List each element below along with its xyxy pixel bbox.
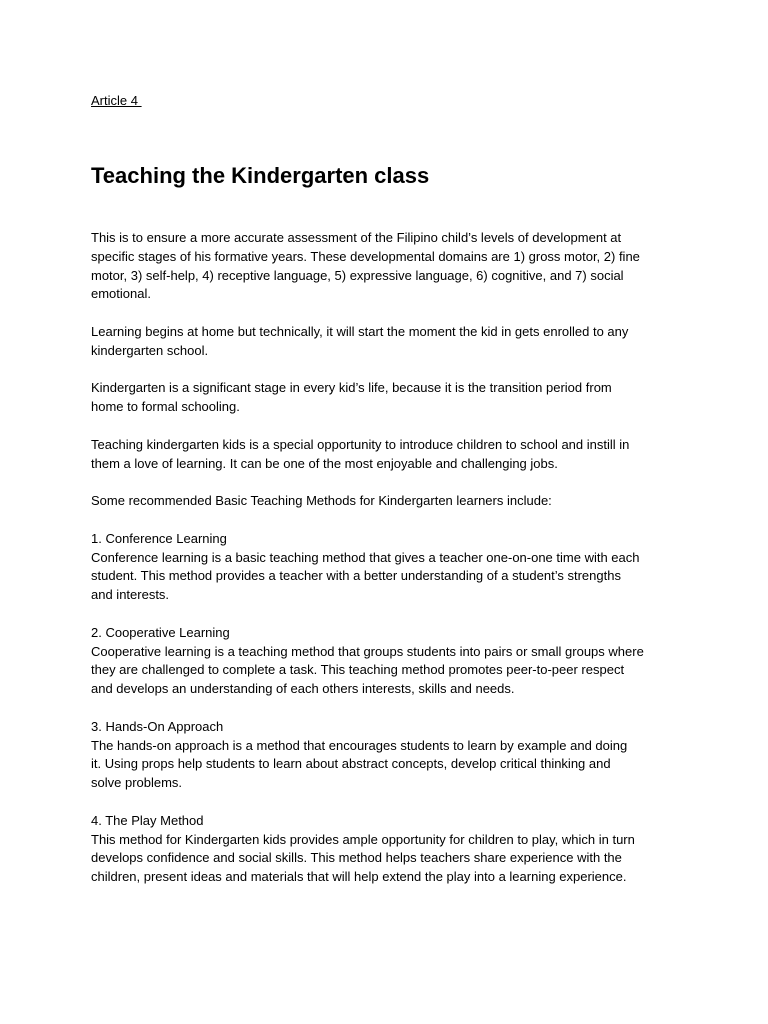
paragraph-teaching-opportunity: Teaching kindergarten kids is a special opportunity to introduce children to school and instill in them a love of learning. It can be one of the most enjoyable and challenging jobs. <box>91 436 630 471</box>
paragraph-methods-intro: Some recommended Basic Teaching Methods for Kindergarten learners include: <box>91 493 552 509</box>
article-label: Article 4 <box>91 93 142 108</box>
method-text: The hands-on approach is a method that encourages students to learn by example and doing it. Using props help students to learn about abstract concepts, develop critical thinking and solve problems. <box>91 737 628 791</box>
method-text: Cooperative learning is a teaching method that groups students into pairs or small groups where they are challenged to complete a task. This teaching method promotes peer-to-peer respect and develops an understanding of each others interests, skills and needs. <box>91 643 644 697</box>
page-title: Teaching the Kindergarten class <box>91 163 430 188</box>
method-text: Conference learning is a basic teaching method that gives a teacher one-on-one time with each student. This method provides a teacher with a better understanding of a student’s strengths and interests. <box>91 549 640 603</box>
method-cooperative-learning <box>91 624 691 699</box>
paragraph-learning-begins: Learning begins at home but technically, it will start the moment the kid in gets enrolled to any kindergarten school. <box>91 323 629 358</box>
method-conference-learning <box>91 530 691 605</box>
method-heading: 4. The Play Method <box>91 812 204 828</box>
method-heading: 3. Hands-On Approach <box>91 718 224 734</box>
paragraph-intro: This is to ensure a more accurate assessment of the Filipino child’s levels of development at specific stages of his formative years. These developmental domains are 1) gross motor, 2) fine motor, 3) self-help, 4) receptive language, 5) expressive language, 6) cognitive, and 7) social emotional. <box>91 230 640 302</box>
method-heading: 2. Cooperative Learning <box>91 624 230 640</box>
article-body <box>91 229 691 906</box>
method-play <box>91 812 691 887</box>
paragraph-kindergarten-stage: Kindergarten is a significant stage in every kid’s life, because it is the transition period from home to formal schooling. <box>91 380 612 415</box>
method-text: This method for Kindergarten kids provides ample opportunity for children to play, which in turn develops confidence and social skills. This method helps teachers share experience with the children, present ideas and materials that will help extend the play into a learning experience. <box>91 831 635 885</box>
method-hands-on-approach <box>91 718 691 793</box>
method-heading: 1. Conference Learning <box>91 530 227 546</box>
